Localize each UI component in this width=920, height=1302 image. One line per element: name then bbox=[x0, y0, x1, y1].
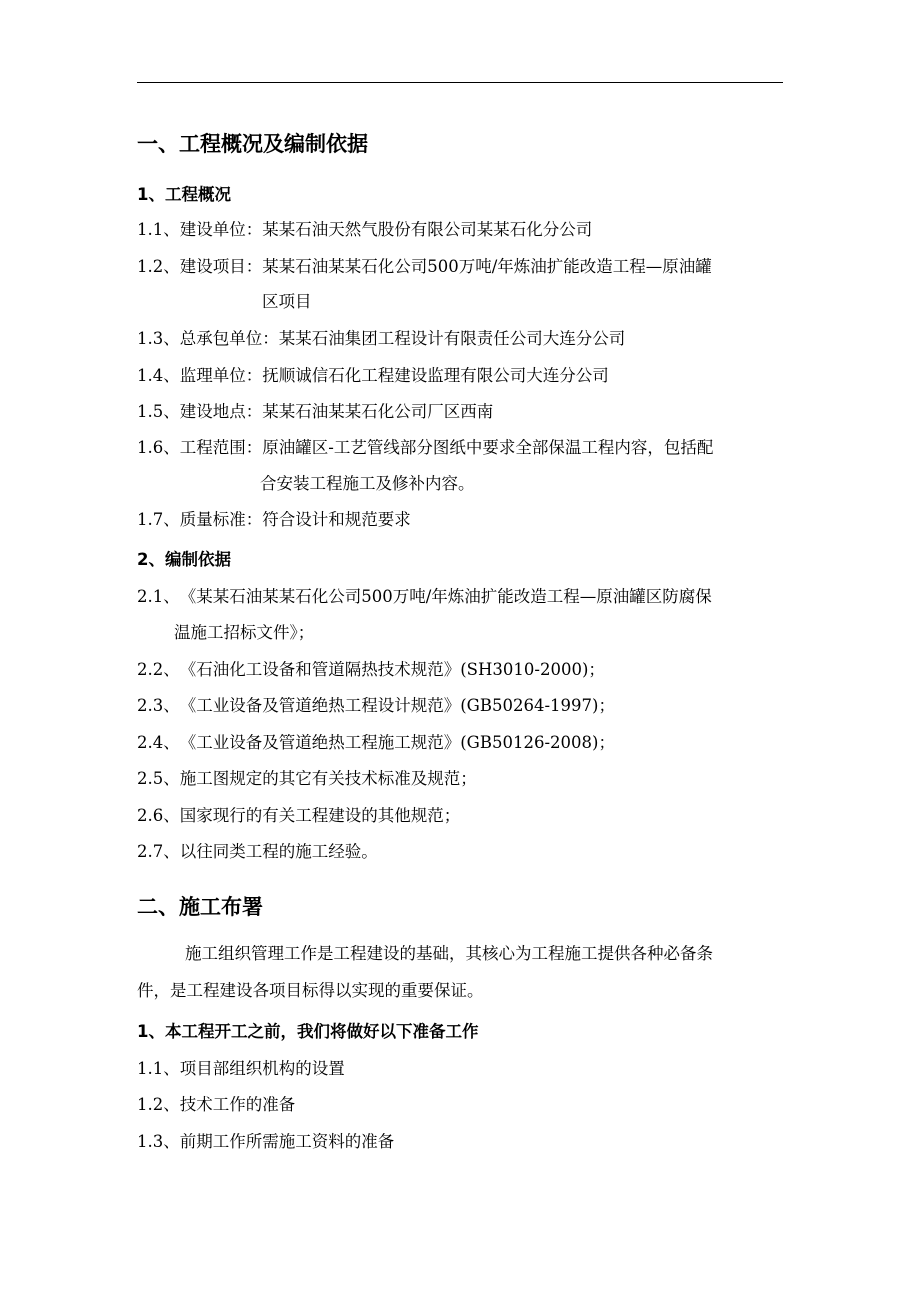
subsection-heading-overview: 1、工程概况 bbox=[137, 185, 231, 204]
list-item: 1.2、技术工作的准备 bbox=[137, 1095, 296, 1114]
paragraph-line: 施工组织管理工作是工程建设的基础，其核心为工程施工提供各种必备条 bbox=[185, 944, 713, 963]
list-item: 1.4、监理单位：抚顺诚信石化工程建设监理有限公司大连分公司 bbox=[137, 366, 609, 385]
list-item-continuation: 温施工招标文件》； bbox=[174, 623, 315, 642]
list-item: 1.3、前期工作所需施工资料的准备 bbox=[137, 1132, 395, 1151]
list-item-continuation: 区项目 bbox=[262, 292, 312, 311]
header-rule bbox=[137, 82, 783, 83]
section-heading-2: 二、施工布署 bbox=[137, 895, 263, 919]
list-item: 2.2、《石油化工设备和管道隔热技术规范》(SH3010-2000)； bbox=[137, 660, 605, 679]
list-item: 2.3、《工业设备及管道绝热工程设计规范》(GB50264-1997)； bbox=[137, 696, 615, 715]
list-item: 1.7、质量标准：符合设计和规范要求 bbox=[137, 510, 411, 529]
list-item: 1.6、工程范围：原油罐区-工艺管线部分图纸中要求全部保温工程内容，包括配 bbox=[137, 438, 714, 457]
list-item: 2.6、国家现行的有关工程建设的其他规范； bbox=[137, 806, 461, 825]
list-item: 1.1、项目部组织机构的设置 bbox=[137, 1059, 345, 1078]
subsection-heading-preparation: 1、本工程开工之前，我们将做好以下准备工作 bbox=[137, 1022, 479, 1041]
list-item: 2.7、以往同类工程的施工经验。 bbox=[137, 842, 378, 861]
section-heading-1: 一、工程概况及编制依据 bbox=[137, 132, 368, 156]
list-item: 2.1、《某某石油某某石化公司500万吨/年炼油扩能改造工程—原油罐区防腐保 bbox=[137, 587, 712, 606]
subsection-heading-basis: 2、编制依据 bbox=[137, 550, 231, 569]
list-item: 1.2、建设项目：某某石油某某石化公司500万吨/年炼油扩能改造工程—原油罐 bbox=[137, 257, 712, 276]
list-item: 1.1、建设单位：某某石油天然气股份有限公司某某石化分公司 bbox=[137, 220, 593, 239]
list-item: 2.4、《工业设备及管道绝热工程施工规范》(GB50126-2008)； bbox=[137, 733, 615, 752]
paragraph-line: 件，是工程建设各项目标得以实现的重要保证。 bbox=[137, 981, 484, 1000]
list-item-continuation: 合安装工程施工及修补内容。 bbox=[260, 474, 475, 493]
list-item: 1.5、建设地点：某某石油某某石化公司厂区西南 bbox=[137, 402, 494, 421]
list-item: 2.5、施工图规定的其它有关技术标准及规范； bbox=[137, 769, 477, 788]
list-item: 1.3、总承包单位：某某石油集团工程设计有限责任公司大连分公司 bbox=[137, 329, 626, 348]
